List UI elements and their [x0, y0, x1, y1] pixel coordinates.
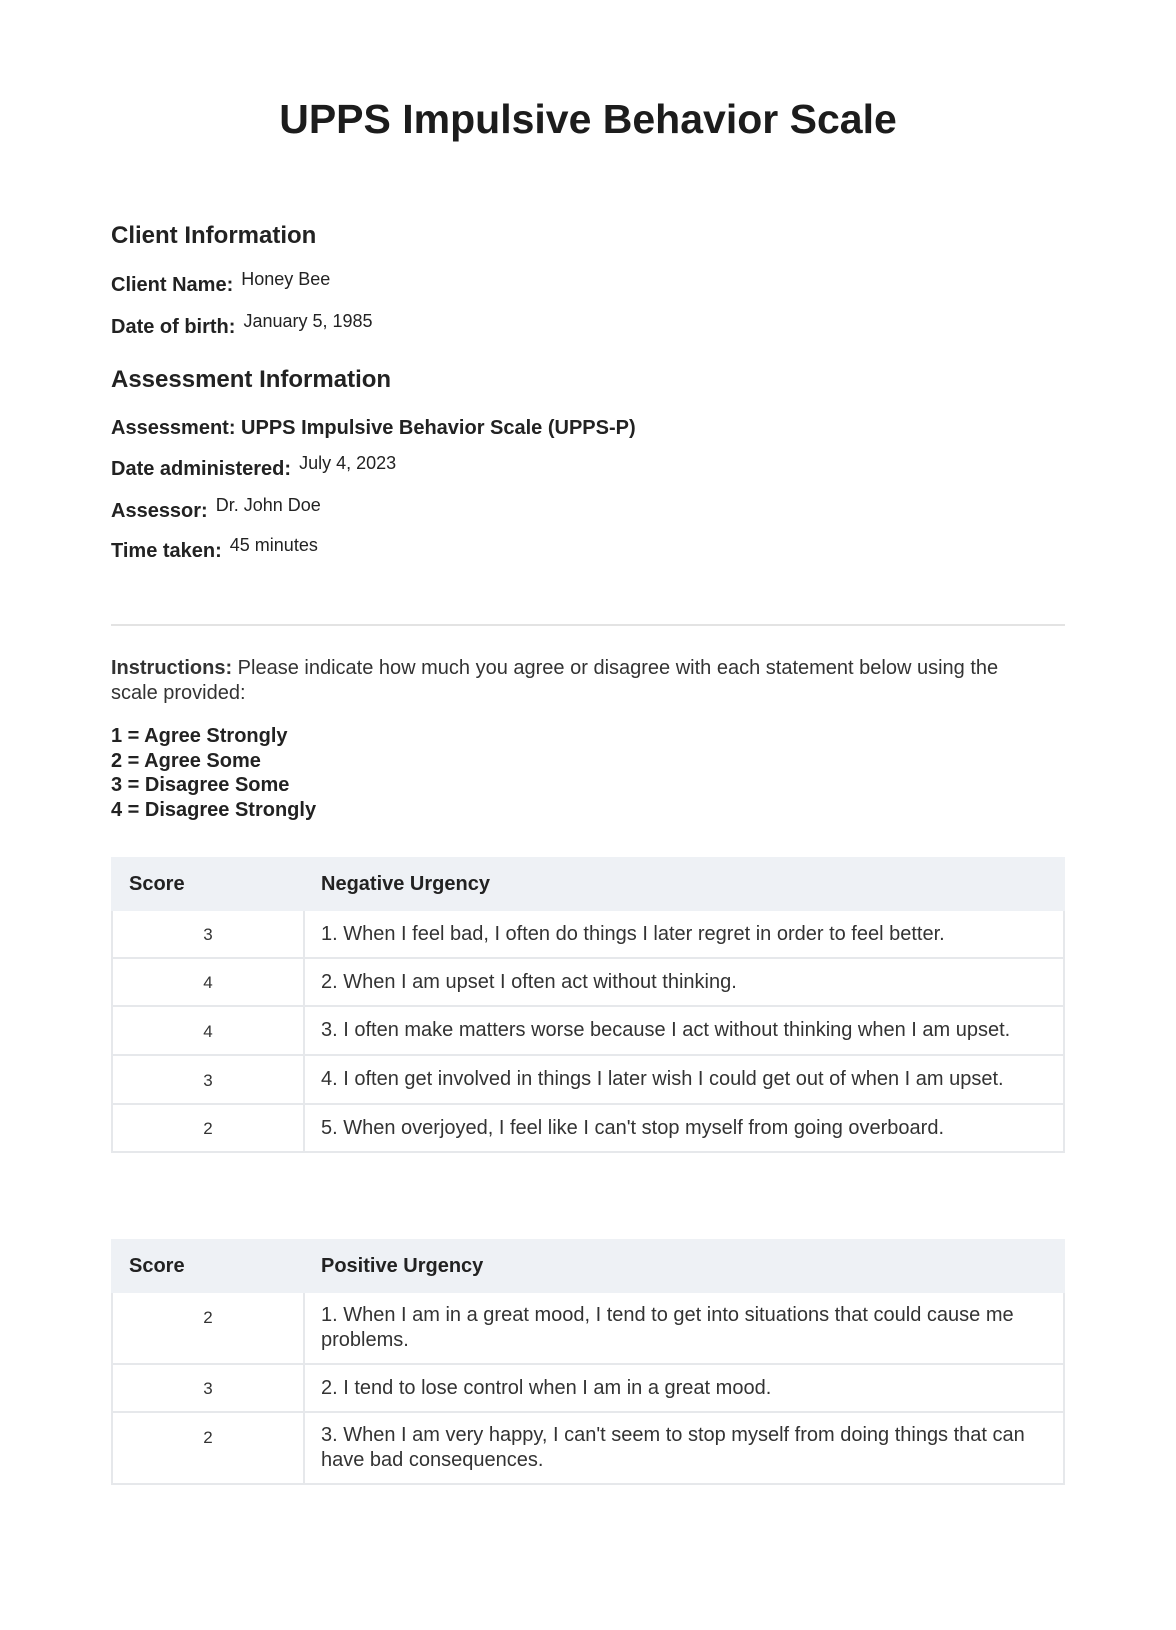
table-row: [112, 1292, 1064, 1364]
item-cell: 1. When I am in a great mood, I tend to get into situations that could cause me problems.: [304, 1292, 1064, 1364]
score-cell: 2: [112, 1412, 304, 1484]
item-cell: 1. When I feel bad, I often do things I later regret in order to feel better.: [304, 910, 1064, 958]
scale-item: 2 = Agree Some: [111, 749, 261, 772]
date-administered-field: [111, 453, 397, 481]
date-administered-value: July 4, 2023: [299, 453, 397, 473]
time-taken-label: Time taken:: [111, 540, 222, 562]
scale-legend: [111, 724, 316, 822]
page-title: UPPS Impulsive Behavior Scale: [279, 96, 897, 142]
item-cell: 2. I tend to lose control when I am in a great mood.: [304, 1364, 1064, 1412]
date-administered-label: Date administered:: [111, 458, 292, 480]
assessor-value: Dr. John Doe: [215, 495, 321, 515]
score-cell: 2: [112, 1292, 304, 1364]
negative-urgency-table: [111, 857, 1065, 1153]
item-cell: 2. When I am upset I often act without thinking.: [304, 958, 1064, 1006]
score-header: Score: [112, 858, 304, 910]
table-row: [112, 1412, 1064, 1484]
item-cell: 4. I often get involved in things I later wish I could get out of when I am upset.: [304, 1055, 1064, 1104]
scale-item: 3 = Disagree Some: [111, 774, 290, 796]
instructions-text: Please indicate how much you agree or disagree with each statement below using the scale provided:: [111, 657, 999, 704]
dob-value: January 5, 1985: [243, 311, 373, 331]
table-row: [112, 1364, 1064, 1412]
assessor-field: [111, 495, 321, 523]
score-cell: 3: [112, 910, 304, 958]
scale-item: 1 = Agree Strongly: [111, 725, 288, 747]
score-cell: 3: [112, 1055, 304, 1104]
positive-urgency-table: [111, 1239, 1065, 1485]
divider: [111, 624, 1065, 626]
table-row: [112, 1006, 1064, 1055]
client-name-value: Honey Bee: [241, 269, 331, 289]
assessment-name: Assessment: UPPS Impulsive Behavior Scale (UPPS-P): [111, 417, 636, 439]
score-cell: 2: [112, 1104, 304, 1152]
score-cell: 4: [112, 958, 304, 1006]
item-cell: 5. When overjoyed, I feel like I can't stop myself from going overboard.: [304, 1104, 1064, 1152]
scale-item: 4 = Disagree Strongly: [111, 798, 317, 821]
client-name-label: Client Name:: [111, 274, 234, 296]
dob-field: [111, 311, 373, 339]
instructions: [111, 656, 1041, 706]
score-header: Score: [112, 1240, 304, 1292]
score-cell: 4: [112, 1006, 304, 1055]
client-name-field: [111, 269, 331, 297]
item-cell: 3. When I am very happy, I can't seem to stop myself from doing things that can have bad consequences.: [304, 1412, 1064, 1484]
assessor-label: Assessor:: [111, 500, 208, 522]
client-info-heading: Client Information: [111, 222, 317, 249]
time-taken-field: [111, 535, 318, 563]
item-cell: 3. I often make matters worse because I act without thinking when I am upset.: [304, 1006, 1064, 1055]
instructions-label: Instructions:: [111, 657, 233, 679]
table-row: [112, 958, 1064, 1006]
section-header: Positive Urgency: [304, 1240, 1064, 1292]
table-row: [112, 1104, 1064, 1152]
assessment-info-heading: Assessment Information: [111, 366, 392, 393]
score-cell: 3: [112, 1364, 304, 1412]
table-row: [112, 910, 1064, 958]
dob-label: Date of birth:: [111, 316, 236, 338]
table-row: [112, 1055, 1064, 1104]
section-header: Negative Urgency: [304, 858, 1064, 910]
time-taken-value: 45 minutes: [229, 535, 318, 555]
